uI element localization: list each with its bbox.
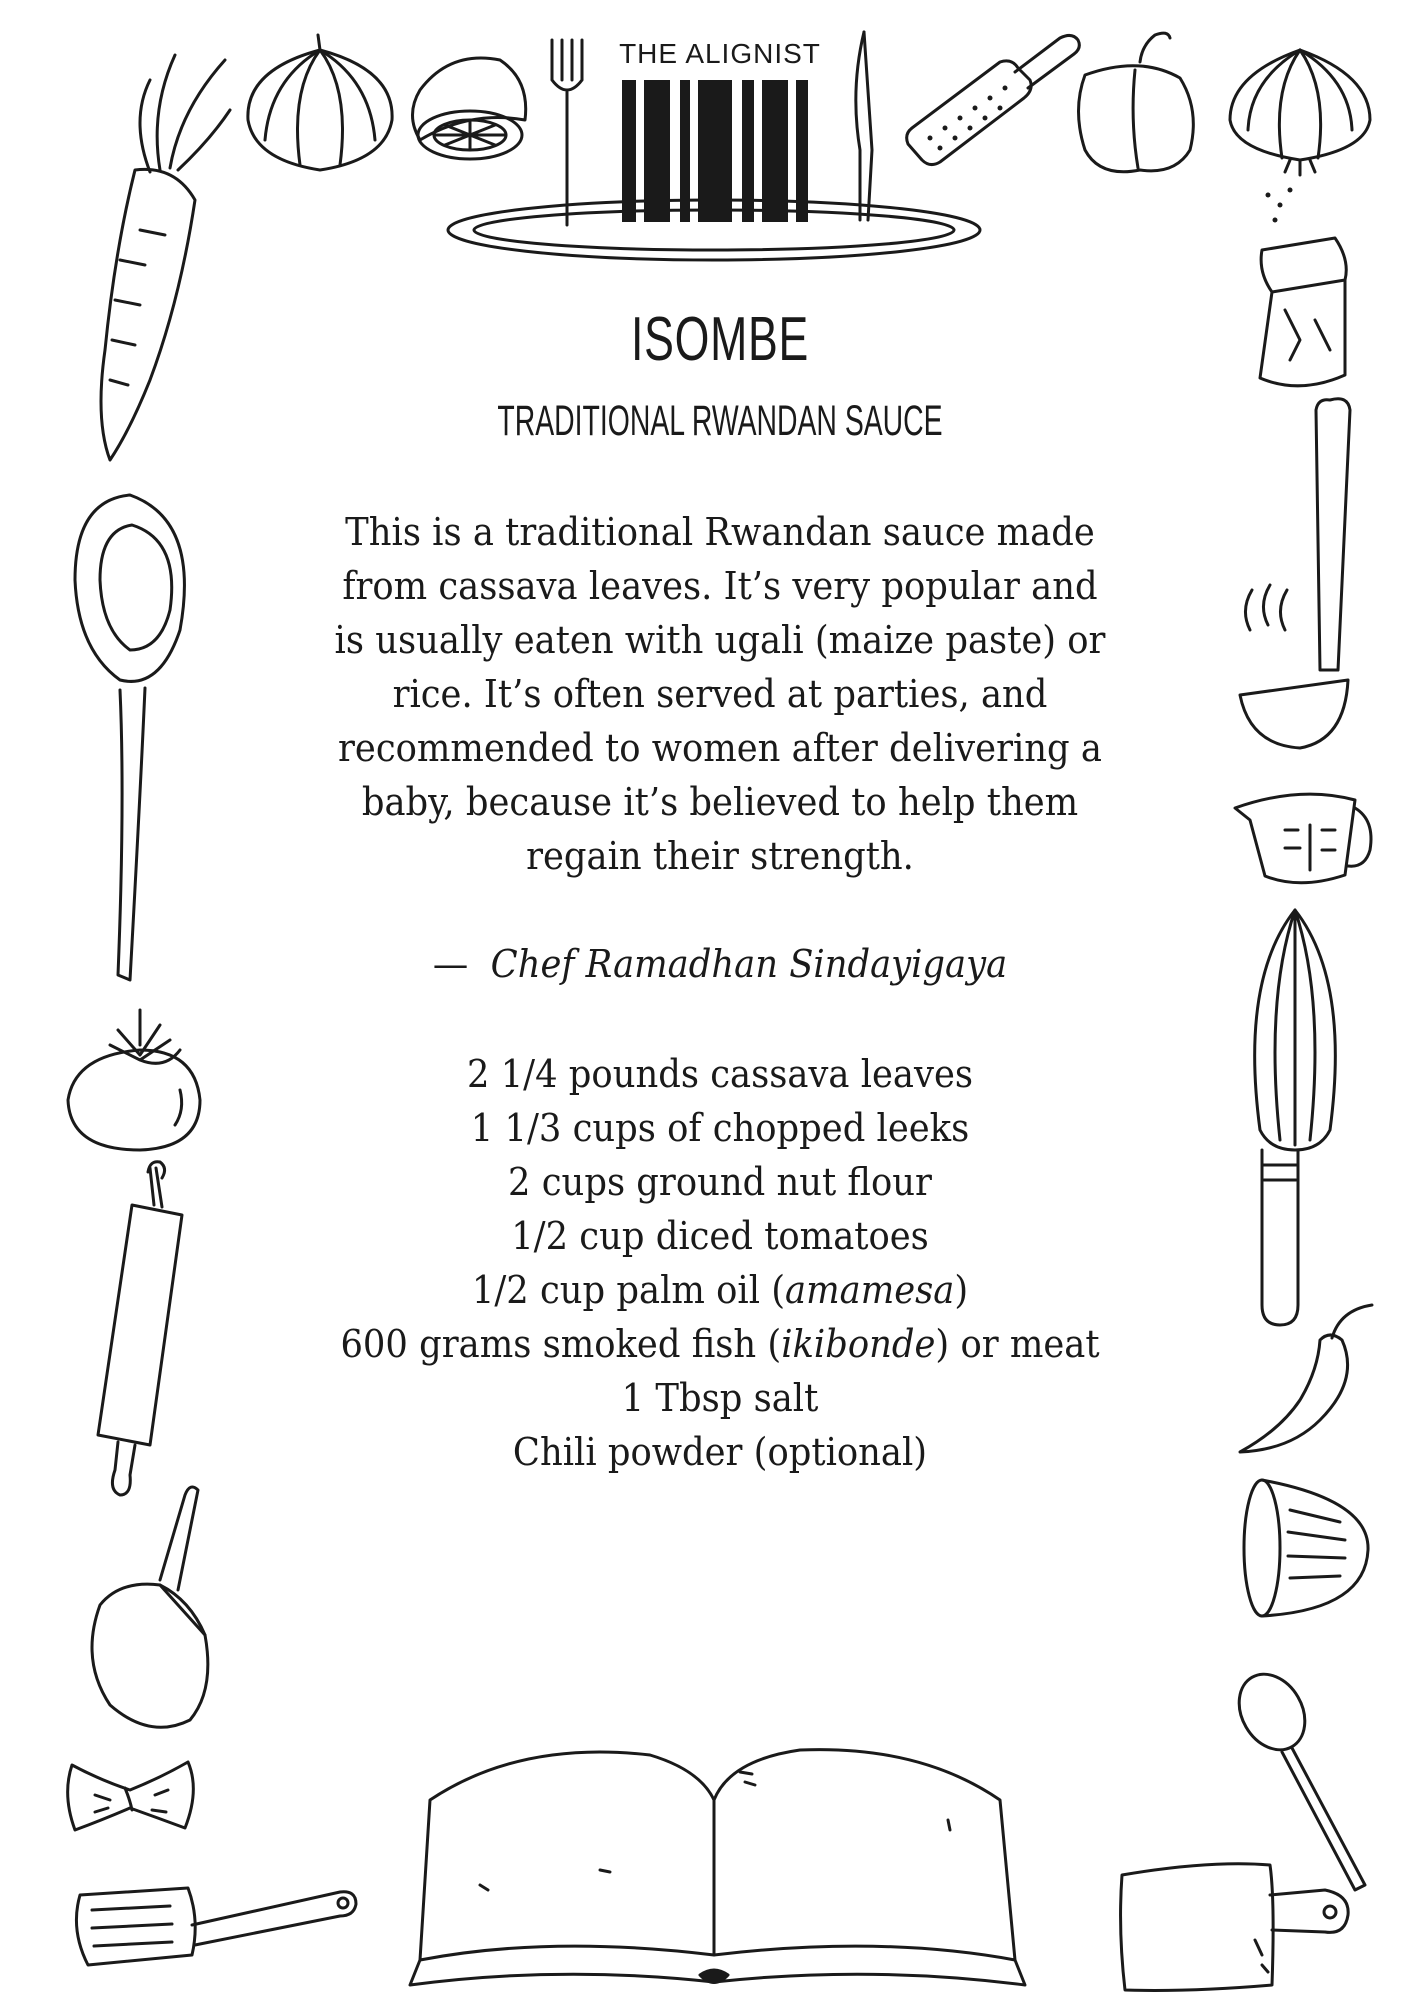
ingredient-text: 1/2 cup diced tomatoes [511,1214,929,1258]
ingredient-text: 1 1/3 cups of chopped leeks [470,1106,970,1150]
ingredient-text: ) [954,1268,969,1312]
ingredient-text: 1 Tbsp salt [621,1376,819,1420]
spoon-icon [1226,1662,1365,1890]
ingredient-text: 2 1/4 pounds cassava leaves [466,1052,974,1096]
measuring-cup-icon [1235,794,1371,883]
bowl-icon [1244,1480,1368,1616]
chili-pepper-icon [1240,1305,1372,1452]
onion-icon [248,35,392,170]
ladle-icon [1240,399,1350,748]
brand-name: THE ALIGNIST [619,38,821,69]
carrot-icon [101,55,230,460]
ingredient-item [329,1371,1110,1425]
ingredient-item [329,1047,1110,1101]
ingredient-item [329,1209,1110,1263]
credit-name: Chef Ramadhan Sindayigaya [490,942,1008,986]
wooden-spoon-icon [75,495,184,980]
ingredient-item [329,1101,1110,1155]
farfalle-icon [68,1762,194,1830]
ingredient-local-name: ikibonde [781,1322,936,1366]
ingredient-item [329,1425,1110,1479]
ingredient-text: 600 grams smoked fish ( [340,1322,782,1366]
recipe-credit [329,937,1110,991]
grater-icon [907,35,1080,164]
ingredient-text: 1/2 cup palm oil ( [471,1268,786,1312]
ingredient-list [329,1047,1110,1479]
rolling-pin-icon [98,1162,182,1495]
recipe-subtitle: TRADITIONAL RWANDAN SAUCE [497,397,943,445]
ingredient-item [329,1317,1110,1371]
garlic-icon [1230,50,1370,175]
open-book-icon [410,1750,1025,1985]
ingredient-item [329,1263,1110,1317]
cutting-board-icon [1121,1864,1349,1991]
bell-pepper-icon [1079,33,1194,172]
lemon-icon [413,58,526,159]
ingredient-item [329,1155,1110,1209]
spatula-icon [76,1888,356,1965]
whisk-icon [1255,910,1336,1325]
ingredient-local-name: amamesa [785,1268,955,1312]
ingredient-text: Chili powder (optional) [512,1430,928,1474]
recipe-intro: This is a traditional Rwandan sauce made from cassava leaves. It’s very popular and is usually eaten with ugali (maize paste) or rice. It’s often served at parties, and recommended to women after delivering a baby, because it’s believed to help them regain their strength. [334,510,1106,878]
credit-dash: — [432,942,469,986]
recipe-title: ISOMBE [631,305,809,374]
salt-shaker-icon [1260,188,1346,386]
saucepan-icon [92,1487,208,1727]
ingredient-text: ) or meat [935,1322,1100,1366]
tomato-icon [68,1010,200,1150]
ingredient-text: 2 cups ground nut flour [508,1160,932,1204]
